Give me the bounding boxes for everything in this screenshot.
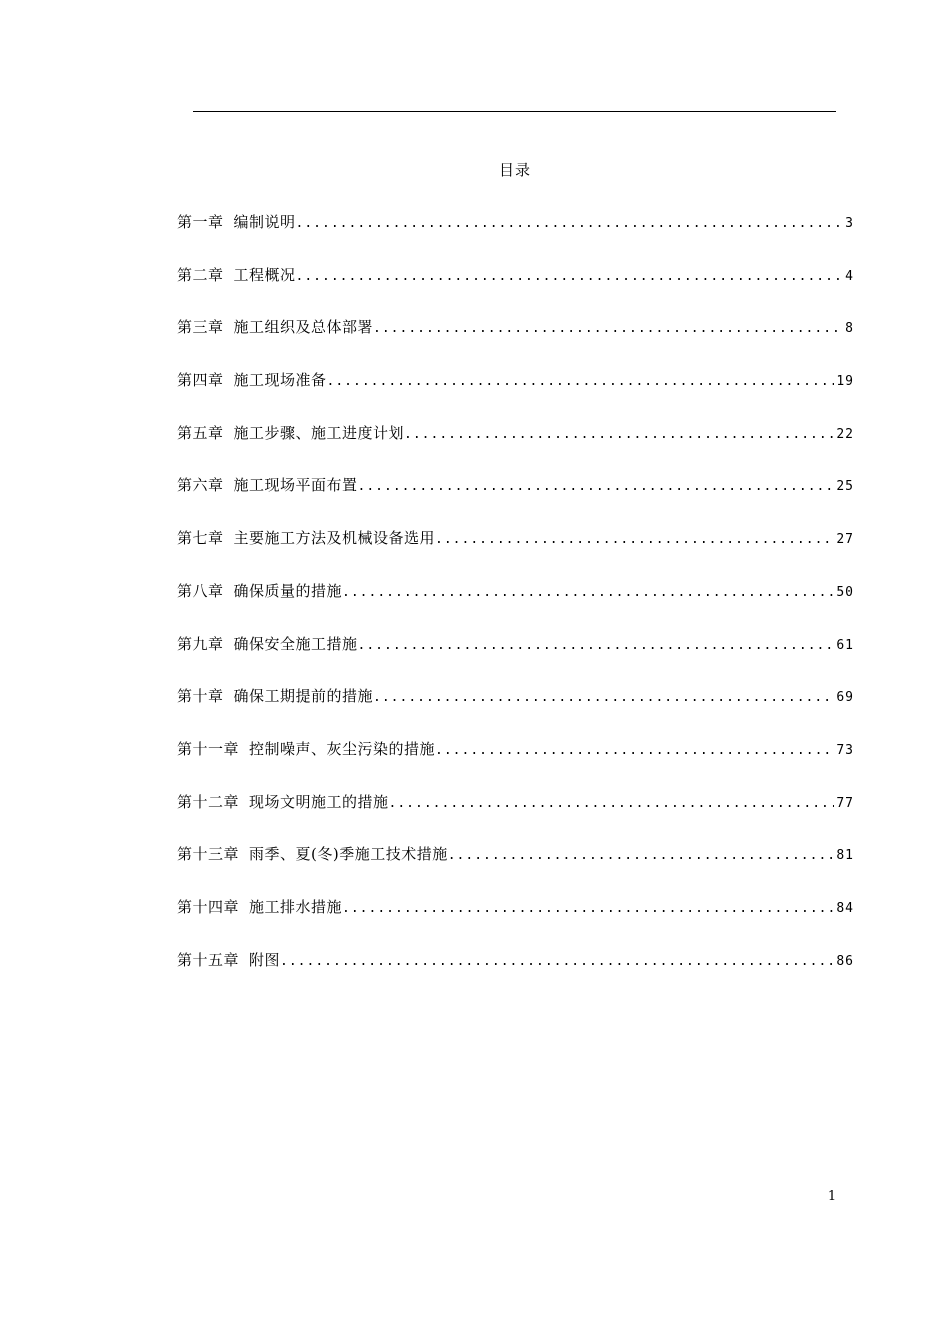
toc-dot-leader [448, 846, 835, 866]
toc-chapter-heading: 现场文明施工的措施 [249, 792, 389, 811]
toc-entry[interactable] [177, 317, 854, 370]
toc-dot-leader [358, 636, 835, 656]
toc-dot-leader [404, 425, 834, 445]
toc-chapter-number: 第一章 [177, 213, 224, 231]
toc-entry[interactable] [177, 897, 854, 950]
toc-chapter-heading: 施工现场准备 [233, 371, 327, 390]
toc-chapter-number: 第十五章 [177, 950, 240, 969]
toc-chapter-heading: 施工组织及总体部署 [233, 318, 374, 337]
toc-dot-leader [358, 477, 835, 497]
toc-dot-leader [280, 952, 834, 972]
toc-entry[interactable] [177, 265, 854, 318]
toc-entry[interactable] [177, 423, 854, 476]
toc-page-number: 84 [836, 900, 854, 916]
toc-page-number: 22 [836, 426, 854, 442]
toc-page-number: 50 [836, 584, 854, 600]
toc-page-number: 77 [836, 795, 854, 811]
toc-entry[interactable] [177, 950, 854, 1003]
toc-entry[interactable] [177, 792, 854, 845]
toc-entry[interactable] [177, 475, 854, 528]
toc-dot-leader [342, 583, 834, 603]
toc-chapter-heading: 确保安全施工措施 [233, 634, 358, 653]
toc-chapter-heading: 确保质量的措施 [233, 581, 343, 600]
toc-chapter-number: 第四章 [177, 371, 224, 390]
toc-dot-leader [373, 319, 843, 339]
toc-page-number: 19 [836, 374, 854, 390]
toc-chapter-heading: 主要施工方法及机械设备选用 [233, 529, 436, 548]
toc-chapter-number: 第五章 [177, 423, 224, 442]
toc-entry[interactable] [177, 634, 854, 687]
toc-page-number: 8 [845, 321, 854, 337]
toc-page-number: 86 [836, 953, 854, 969]
toc-chapter-number: 第十四章 [177, 897, 240, 916]
toc-chapter-number: 第十二章 [177, 792, 240, 811]
toc-entry[interactable] [177, 212, 854, 265]
toc-dot-leader [327, 372, 835, 392]
toc-chapter-number: 第三章 [177, 318, 224, 337]
toc-entry[interactable] [177, 739, 854, 792]
toc-chapter-number: 第六章 [177, 476, 224, 495]
toc-chapter-heading: 施工排水措施 [249, 897, 343, 916]
toc-dot-leader [373, 688, 834, 708]
toc-chapter-number: 第七章 [177, 529, 224, 548]
toc-page-number: 73 [836, 742, 854, 758]
toc-dot-leader [435, 741, 834, 761]
toc-chapter-heading: 施工步骤、施工进度计划 [233, 423, 405, 442]
toc-chapter-heading: 控制噪声、灰尘污染的措施 [249, 739, 436, 758]
toc-chapter-number: 第二章 [177, 265, 224, 284]
page-number: 1 [827, 1189, 837, 1204]
toc-page-number: 27 [836, 532, 854, 548]
toc-chapter-number: 第九章 [177, 634, 224, 653]
toc-chapter-number: 第十三章 [177, 845, 240, 864]
toc-title: 目录 [498, 161, 531, 179]
toc-chapter-number: 第八章 [177, 581, 224, 600]
toc-page-number: 4 [845, 268, 854, 284]
toc-chapter-heading: 确保工期提前的措施 [233, 687, 374, 706]
toc-dot-leader [296, 267, 844, 287]
toc-chapter-heading: 附图 [249, 950, 281, 969]
toc-entry[interactable] [177, 686, 854, 739]
toc-page-number: 3 [845, 216, 854, 231]
toc-entry[interactable] [177, 528, 854, 581]
toc-dot-leader [296, 214, 844, 234]
toc-page-number: 61 [836, 637, 854, 653]
toc-dot-leader [435, 530, 834, 550]
toc-dot-leader [342, 899, 834, 919]
toc-chapter-heading: 施工现场平面布置 [233, 476, 358, 495]
toc-page-number: 81 [836, 848, 854, 864]
toc-entry[interactable] [177, 581, 854, 634]
toc-page-number: 69 [836, 690, 854, 706]
toc-entry[interactable] [177, 844, 854, 897]
toc-dot-leader [389, 794, 835, 814]
toc-chapter-heading: 工程概况 [233, 265, 296, 284]
toc-chapter-heading: 编制说明 [233, 213, 296, 231]
toc-page-number: 25 [836, 479, 854, 495]
toc-chapter-number: 第十一章 [177, 739, 240, 758]
toc-chapter-number: 第十章 [177, 687, 224, 706]
header-rule [193, 111, 836, 112]
toc-entry[interactable] [177, 370, 854, 423]
table-of-contents [177, 212, 854, 1002]
toc-chapter-heading: 雨季、夏(冬)季施工技术措施 [249, 845, 448, 864]
